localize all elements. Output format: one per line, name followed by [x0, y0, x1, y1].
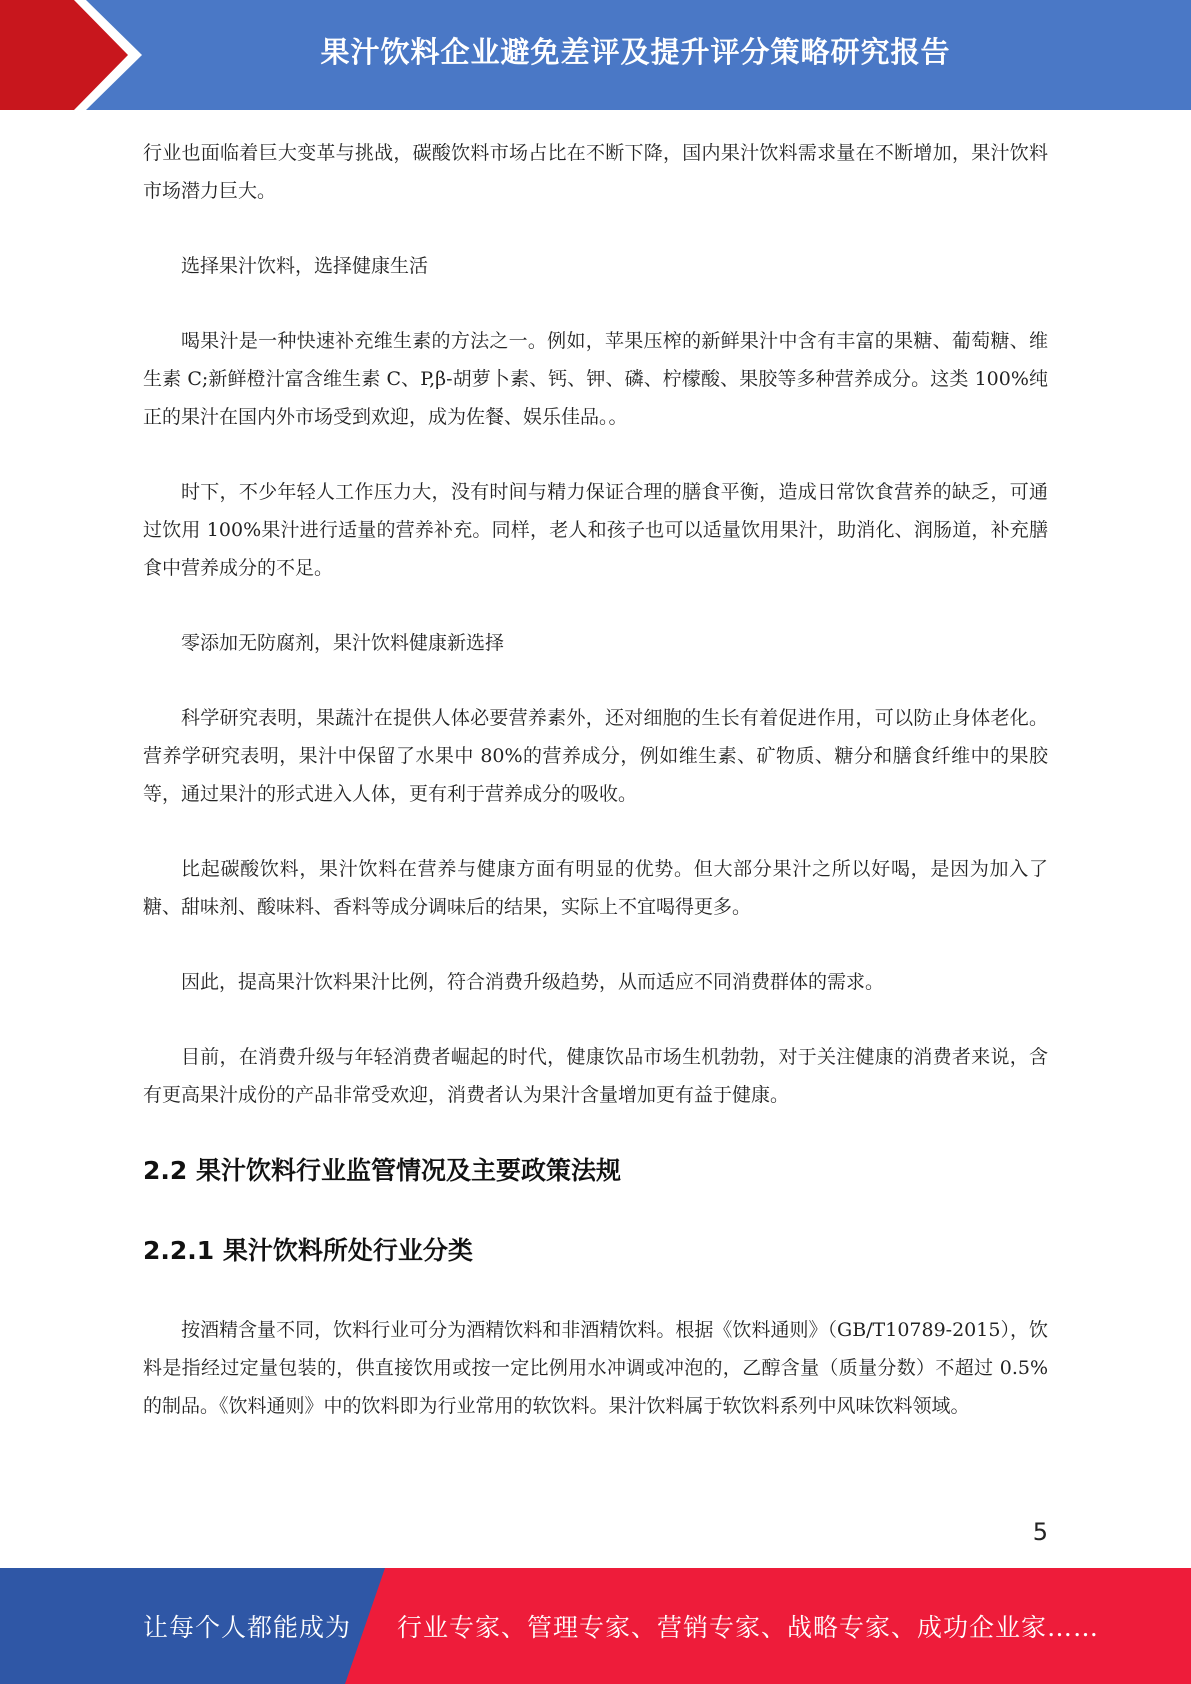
paragraph: 行业也面临着巨大变革与挑战，碳酸饮料市场占比在不断下降，国内果汁饮料需求量在不断增加，果汁饮料市场潜力巨大。: [143, 142, 1048, 202]
header-arrow-flag: [0, 0, 160, 110]
page-content: [143, 134, 1048, 1462]
report-title: 果汁饮料企业避免差评及提升评分策略研究报告: [320, 34, 951, 69]
footer-slogan-left: 让每个人都能成为: [143, 1613, 352, 1642]
paragraph: 因此，提高果汁饮料果汁比例，符合消费升级趋势，从而适应不同消费群体的需求。: [181, 971, 885, 993]
paragraph-subtitle: 零添加无防腐剂，果汁饮料健康新选择: [181, 632, 505, 654]
footer-band: [0, 1568, 1191, 1684]
paragraph-subtitle: 选择果汁饮料，选择健康生活: [181, 255, 429, 277]
subsection-heading: 2.2.1 果汁饮料所处行业分类: [143, 1236, 473, 1265]
paragraph: 按酒精含量不同，饮料行业可分为酒精饮料和非酒精饮料。根据《饮料通则》（GB/T10789-2015），饮料是指经过定量包装的，供直接饮用或按一定比例用水冲调或冲泡的，乙醇含量（质量分数）不超过 0.5%的制品。《饮料通则》中的饮料即为行业常用的软饮料。果汁饮料属于软饮料系列中风味饮料领域。: [143, 1319, 1048, 1417]
paragraph: 科学研究表明，果蔬汁在提供人体必要营养素外，还对细胞的生长有着促进作用，可以防止身体老化。营养学研究表明，果汁中保留了水果中 80%的营养成分，例如维生素、矿物质、糖分和膳食纤维中的果胶等，通过果汁的形式进入人体，更有利于营养成分的吸收。: [143, 707, 1048, 805]
paragraph: 喝果汁是一种快速补充维生素的方法之一。例如，苹果压榨的新鲜果汁中含有丰富的果糖、葡萄糖、维生素 C;新鲜橙汁富含维生素 C、P,β-胡萝卜素、钙、钾、磷、柠檬酸、果胶等多种营养成分。这类 100%纯正的果汁在国内外市场受到欢迎，成为佐餐、娱乐佳品。。: [143, 330, 1048, 428]
footer-slogan-right: 行业专家、管理专家、营销专家、战略专家、成功企业家……: [397, 1613, 1100, 1642]
paragraph: 目前，在消费升级与年轻消费者崛起的时代，健康饮品市场生机勃勃，对于关注健康的消费者来说，含有更高果汁成份的产品非常受欢迎，消费者认为果汁含量增加更有益于健康。: [143, 1046, 1048, 1106]
paragraph: 比起碳酸饮料，果汁饮料在营养与健康方面有明显的优势。但大部分果汁之所以好喝，是因为加入了糖、甜味剂、酸味料、香料等成分调味后的结果，实际上不宜喝得更多。: [143, 858, 1048, 918]
paragraph: 时下，不少年轻人工作压力大，没有时间与精力保证合理的膳食平衡，造成日常饮食营养的缺乏，可通过饮用 100%果汁进行适量的营养补充。同样，老人和孩子也可以适量饮用果汁，助消化、润肠道，补充膳食中营养成分的不足。: [143, 481, 1048, 579]
page-number: 5: [1032, 1518, 1048, 1546]
section-heading: 2.2 果汁饮料行业监管情况及主要政策法规: [143, 1156, 621, 1185]
header-band: [0, 0, 1191, 110]
